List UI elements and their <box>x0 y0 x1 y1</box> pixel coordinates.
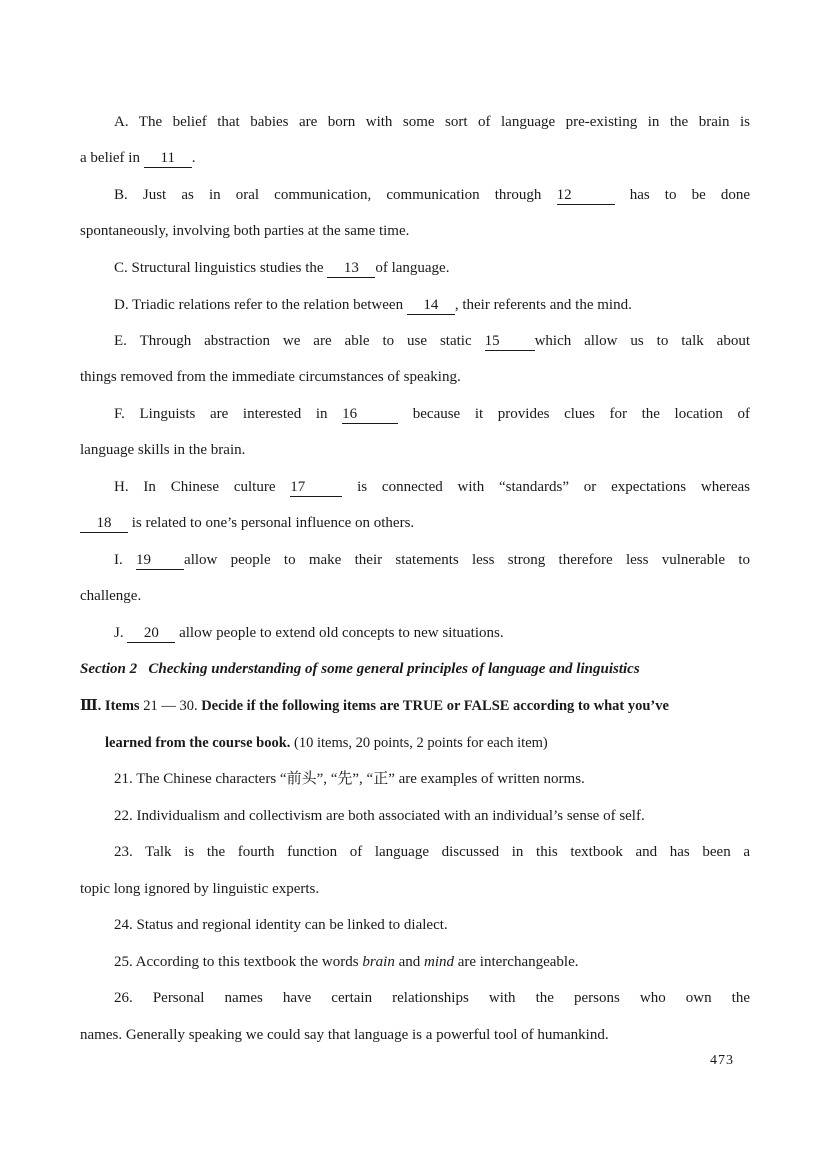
part-instruction-line1 <box>80 696 669 716</box>
item-a-text: A. The belief that babies are born with some sort of language pre-existing in the brain is <box>114 114 750 130</box>
item-j-label: J. <box>114 625 124 641</box>
blank-16: 16 <box>342 406 398 424</box>
item-25-word-brain: brain <box>362 954 395 970</box>
item-a-cont: a belief in <box>80 150 140 166</box>
item-i-label: I. <box>114 552 123 568</box>
item-f-text: F. Linguists are interested in <box>114 406 328 422</box>
item-h-text: H. In Chinese culture <box>114 479 276 495</box>
section-title: Checking understanding of some general principles of language and linguistics <box>148 661 640 677</box>
item-c-line <box>114 258 449 278</box>
item-f-line2 <box>80 440 245 460</box>
item-26-line2 <box>80 1025 609 1045</box>
item-b-line1 <box>114 185 750 205</box>
item-b-line2 <box>80 221 409 241</box>
item-e-line2 <box>80 367 461 387</box>
item-a-line2 <box>80 148 195 168</box>
blank-13: 13 <box>327 260 375 278</box>
section-heading <box>80 659 640 679</box>
item-23-line1 <box>114 842 750 862</box>
item-h-line1 <box>114 477 750 497</box>
item-b-cont: spontaneously, involving both parties at the same time. <box>80 223 410 239</box>
item-21 <box>114 769 585 789</box>
part-items-range: 21 — 30. <box>143 698 198 714</box>
item-d-post: , their referents and the mind. <box>454 297 632 313</box>
item-f-line1 <box>114 404 750 424</box>
item-j-line <box>114 623 504 643</box>
page-number: 473 <box>710 1053 734 1068</box>
item-e-line1 <box>114 331 750 351</box>
item-22 <box>114 806 645 826</box>
item-25-post: are interchangeable. <box>457 954 579 970</box>
item-e-post: which allow us to talk about <box>534 333 750 349</box>
item-c-post: of language. <box>375 260 450 276</box>
section-number: Section 2 <box>80 661 138 677</box>
item-23-cont: topic long ignored by linguistic experts. <box>80 881 320 897</box>
item-22-text: 22. Individualism and collectivism are both associated with an individual’s sense of self. <box>114 808 645 824</box>
item-i-cont: challenge. <box>80 588 142 604</box>
item-26-cont: names. Generally speaking we could say that language is a powerful tool of humankind. <box>80 1027 609 1043</box>
item-f-post: because it provides clues for the location of <box>412 406 750 422</box>
item-i-post: allow people to make their statements less strong therefore less vulnerable to <box>184 552 750 568</box>
item-h-cont: is related to one’s personal influence on others. <box>131 515 415 531</box>
blank-14: 14 <box>407 297 455 315</box>
item-e-cont: things removed from the immediate circumstances of speaking. <box>80 369 461 385</box>
item-b-text: B. Just as in oral communication, communication through <box>114 187 542 203</box>
item-d-line <box>114 295 632 315</box>
item-24 <box>114 915 448 935</box>
blank-11: 11 <box>144 150 192 168</box>
item-h-post: is connected with “standards” or expectations whereas <box>357 479 751 495</box>
item-25-text: 25. According to this textbook the words <box>114 954 359 970</box>
blank-20: 20 <box>127 625 175 643</box>
item-26-text: 26. Personal names have certain relationships with the persons who own the <box>114 990 750 1006</box>
item-i-line2 <box>80 586 141 606</box>
part-instruction-cont: learned from the course book. <box>105 735 291 751</box>
item-23-line2 <box>80 879 319 899</box>
blank-19: 19 <box>136 552 184 570</box>
blank-15: 15 <box>485 333 535 351</box>
blank-18: 18 <box>80 515 128 533</box>
item-j-post: allow people to extend old concepts to new situations. <box>179 625 504 641</box>
item-b-post: has to be done <box>629 187 751 203</box>
item-c-text: C. Structural linguistics studies the <box>114 260 324 276</box>
part-items-label: Items <box>104 698 140 714</box>
item-a-line1 <box>114 112 750 132</box>
blank-12: 12 <box>557 187 615 205</box>
item-i-line1 <box>114 550 750 570</box>
item-a-period: . <box>191 150 196 166</box>
item-25 <box>114 952 579 972</box>
item-e-text: E. Through abstraction we are able to use static <box>114 333 472 349</box>
part-points: (10 items, 20 points, 2 points for each item) <box>294 735 548 751</box>
item-f-cont: language skills in the brain. <box>80 442 246 458</box>
part-roman: Ⅲ. <box>80 698 102 714</box>
blank-17: 17 <box>290 479 342 497</box>
item-25-word-mind: mind <box>424 954 454 970</box>
item-21-text: 21. The Chinese characters “前头”, “先”, “正” are examples of written norms. <box>114 771 585 787</box>
item-24-text: 24. Status and regional identity can be linked to dialect. <box>114 917 448 933</box>
item-25-and: and <box>398 954 421 970</box>
item-23-text: 23. Talk is the fourth function of language discussed in this textbook and has been a <box>114 844 750 860</box>
item-h-line2 <box>80 513 414 533</box>
part-instruction: Decide if the following items are TRUE or FALSE according to what you’ve <box>201 698 669 714</box>
part-instruction-line2 <box>105 733 548 753</box>
item-26-line1 <box>114 988 750 1008</box>
item-d-text: D. Triadic relations refer to the relation between <box>114 297 404 313</box>
